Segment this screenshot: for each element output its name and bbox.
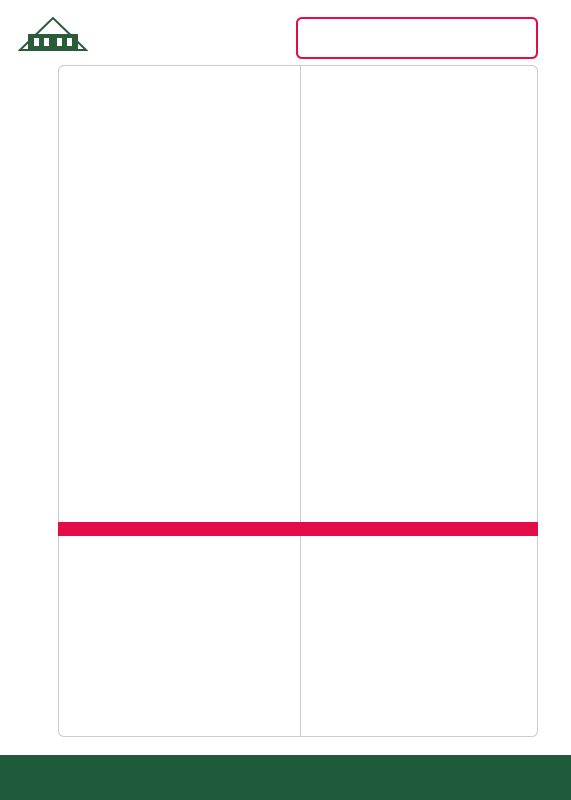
column-divider	[300, 66, 301, 736]
footer	[0, 755, 571, 800]
header	[0, 0, 571, 62]
schedule-grid	[58, 65, 538, 737]
month-title	[296, 17, 538, 59]
kids-section-title	[58, 522, 538, 536]
theatre-logo-icon	[18, 14, 88, 52]
